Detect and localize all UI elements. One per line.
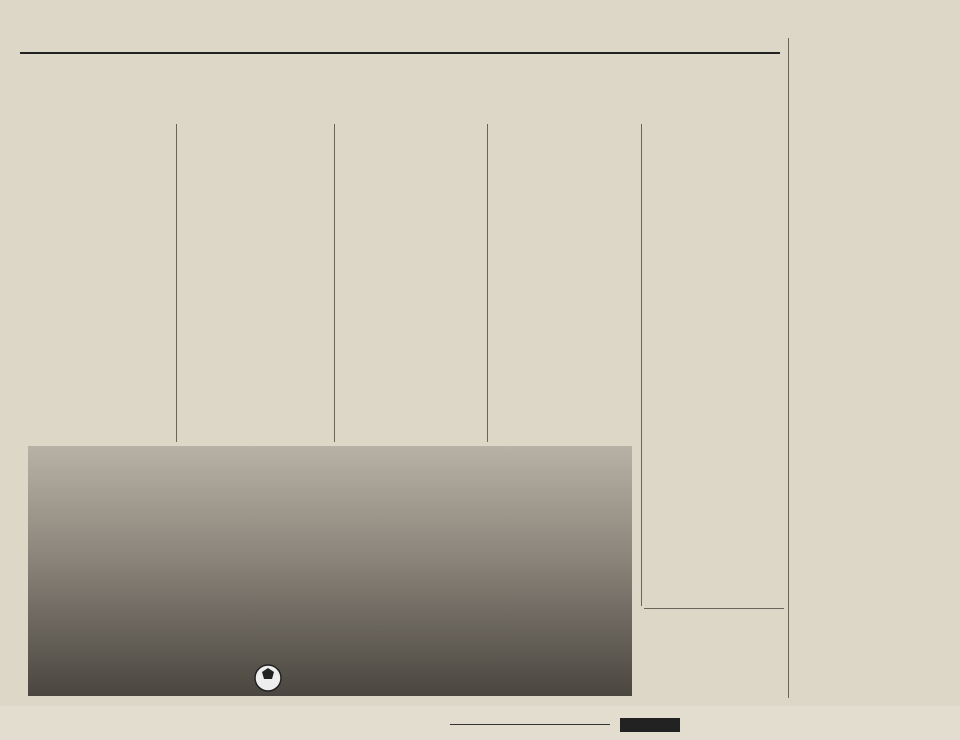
team-photo <box>28 446 632 696</box>
bottom-names <box>185 713 335 740</box>
column-divider <box>487 124 488 442</box>
subheadline <box>175 104 775 124</box>
article-column-3 <box>337 124 485 442</box>
column-divider <box>788 38 789 698</box>
photo-caption <box>646 612 788 690</box>
photo-credit <box>646 690 788 706</box>
bottom-strip <box>0 706 960 740</box>
sambo-label <box>620 718 680 732</box>
article-column-2 <box>180 124 330 442</box>
column-divider <box>334 124 335 442</box>
article-column-5 <box>644 124 786 606</box>
right-column <box>790 38 940 583</box>
article-column-1 <box>30 124 173 442</box>
team-photo-illustration <box>28 446 632 696</box>
column-divider <box>641 124 642 606</box>
column-divider <box>176 124 177 442</box>
article-column-4 <box>490 124 638 442</box>
caption-divider <box>644 608 784 609</box>
heading-rule <box>450 724 610 725</box>
